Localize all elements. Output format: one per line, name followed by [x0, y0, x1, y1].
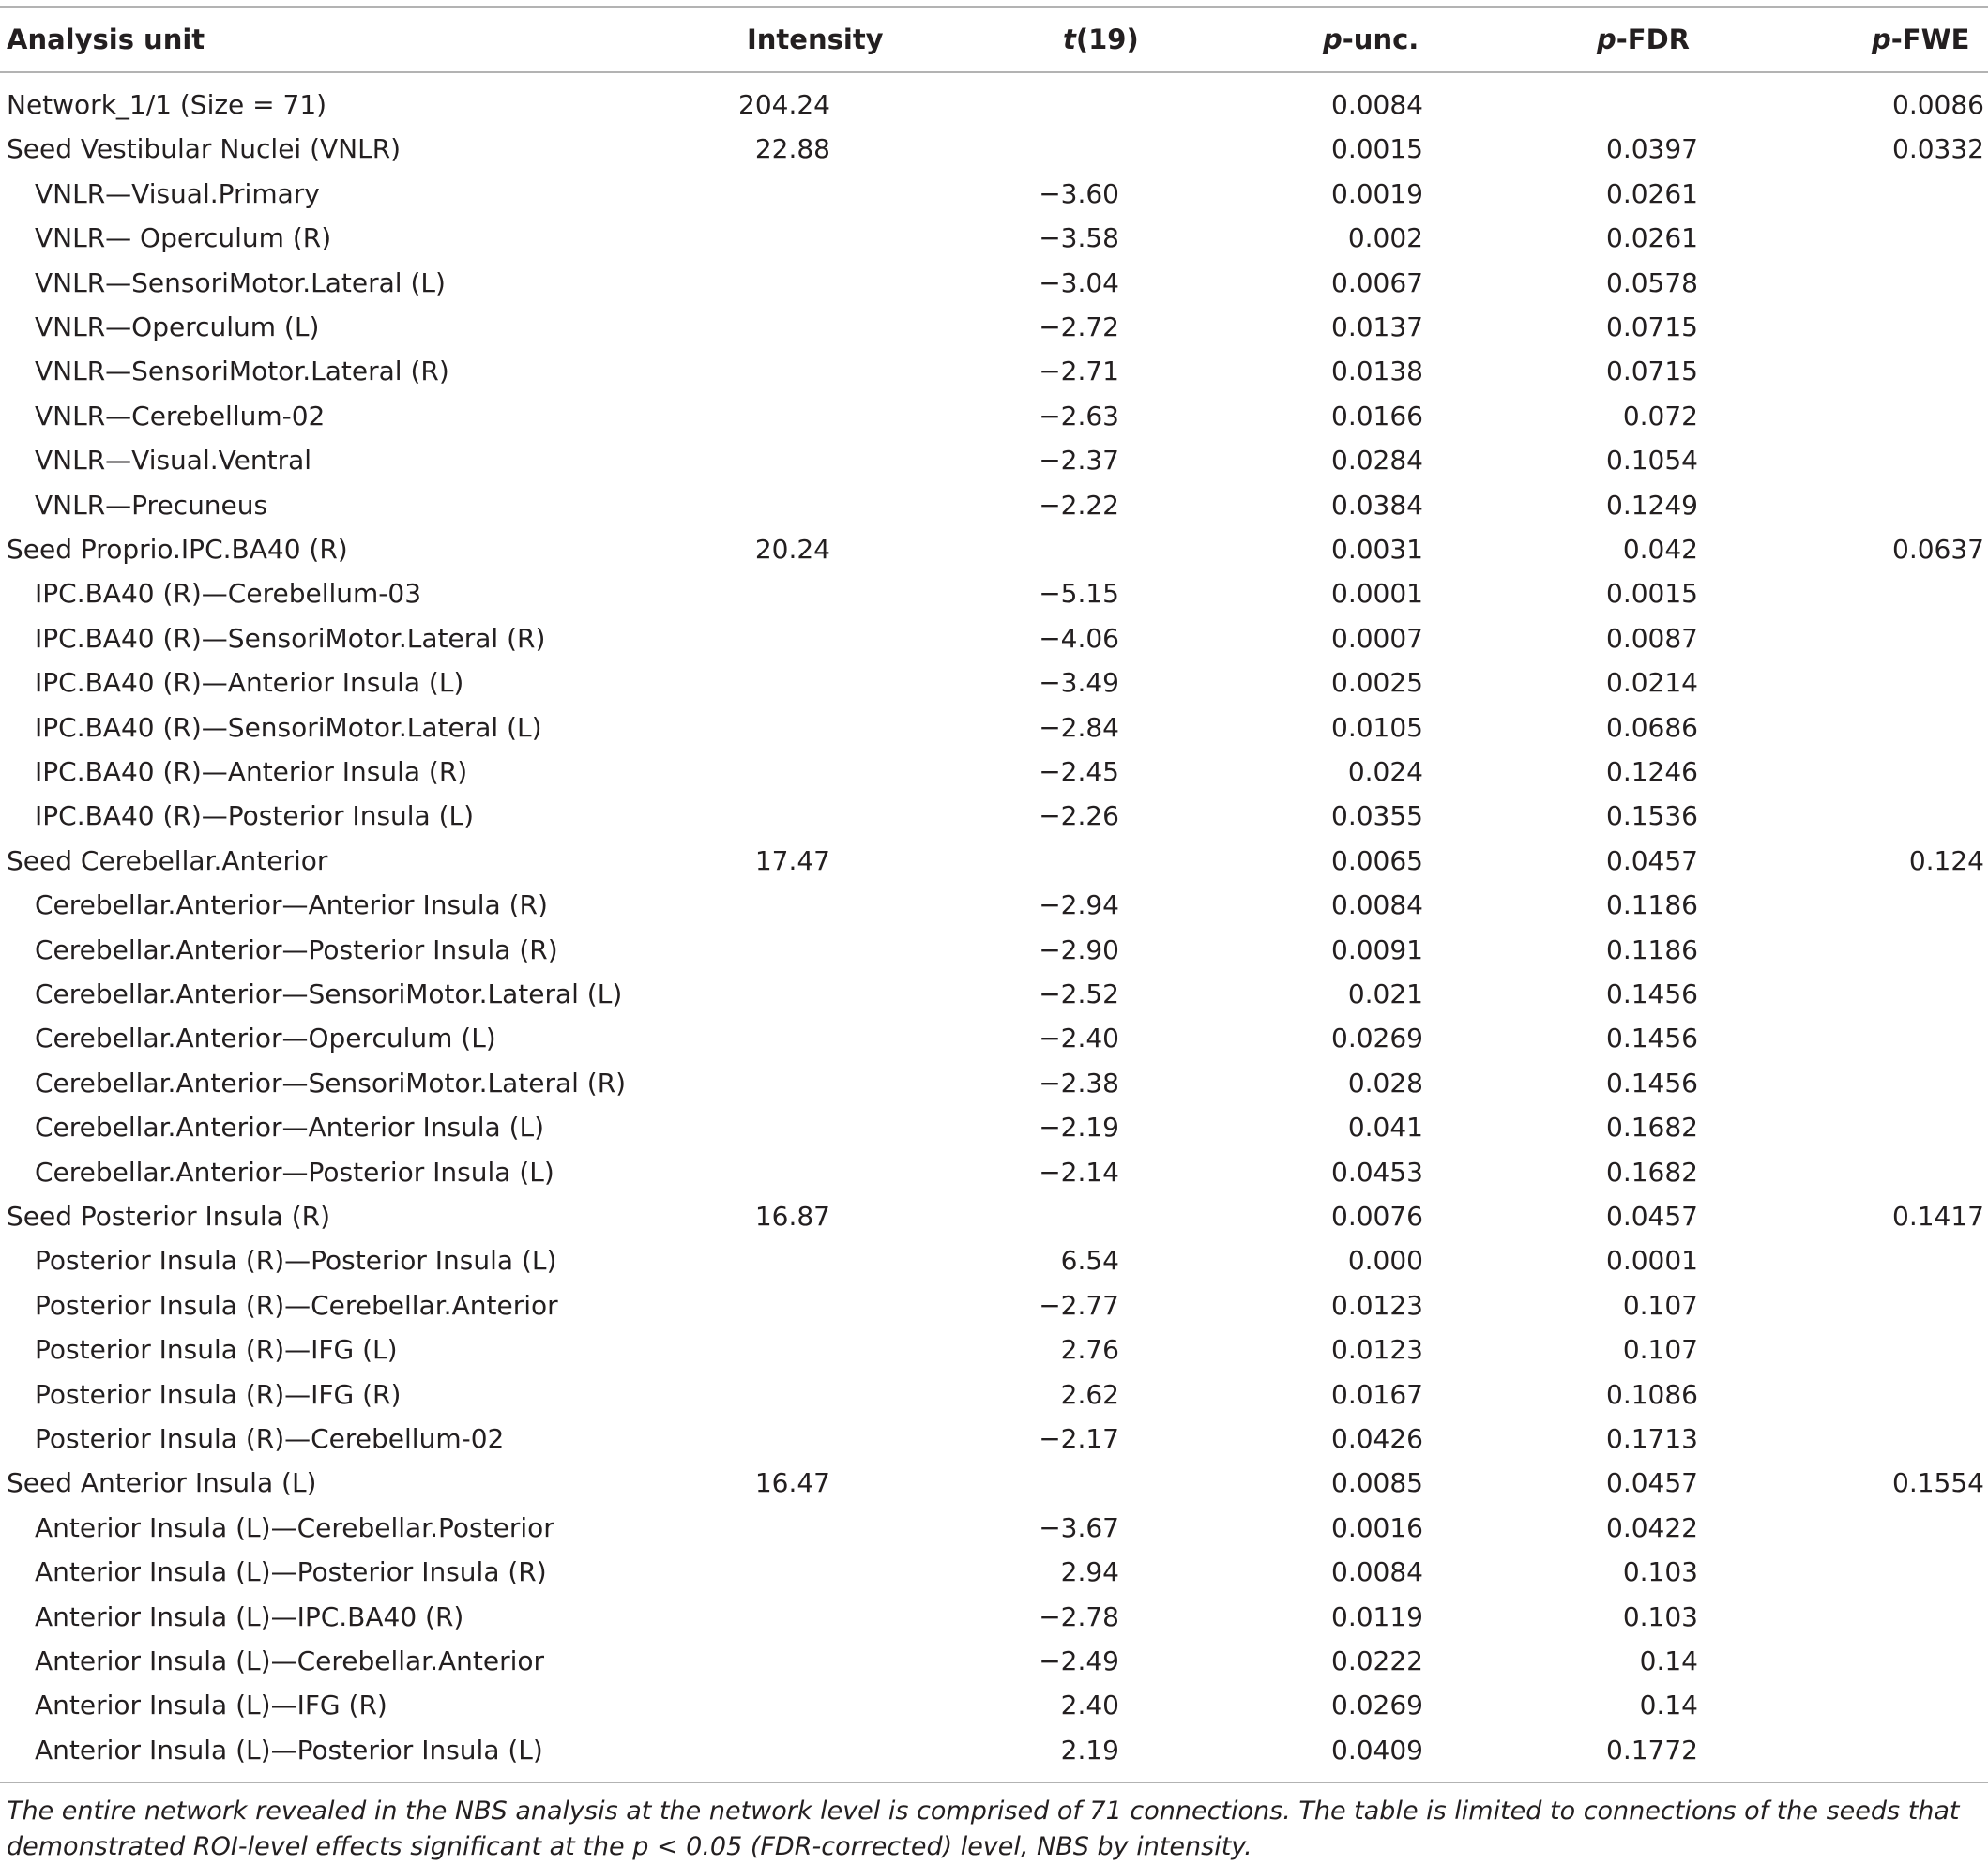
- t-value-cell: −3.04: [1039, 266, 1119, 298]
- intensity-cell: 16.47: [754, 1467, 830, 1499]
- p-fdr-cell: 0.1456: [1606, 1067, 1698, 1099]
- table-row: [0, 483, 1988, 527]
- p-fdr-cell: 0.107: [1622, 1289, 1698, 1321]
- header-analysis-unit: Analysis unit: [7, 23, 205, 55]
- analysis-unit-cell: IPC.BA40 (R)—Anterior Insula (R): [35, 756, 468, 787]
- p-fdr-cell: 0.1682: [1606, 1112, 1698, 1144]
- analysis-unit-cell: Anterior Insula (L)—Posterior Insula (L): [35, 1734, 543, 1766]
- analysis-unit-cell: VNLR—SensoriMotor.Lateral (L): [35, 266, 446, 298]
- p-fdr-cell: 0.1772: [1606, 1734, 1698, 1766]
- p-fwe-cell: 0.0637: [1892, 534, 1984, 565]
- p-fdr-cell: 0.14: [1639, 1690, 1698, 1721]
- analysis-unit-cell: Cerebellar.Anterior—SensoriMotor.Lateral (L): [35, 978, 623, 1009]
- table-row: [0, 616, 1988, 660]
- p-unc-cell: 0.0031: [1331, 534, 1423, 565]
- table-row: [0, 571, 1988, 615]
- analysis-unit-cell: VNLR—SensoriMotor.Lateral (R): [35, 356, 449, 387]
- t-value-cell: −4.06: [1039, 622, 1119, 654]
- table-row: [0, 349, 1988, 393]
- table-row: [0, 1683, 1988, 1727]
- t-value-cell: 2.94: [1060, 1556, 1119, 1588]
- header-p-unc: p-unc.: [1323, 23, 1419, 55]
- t-value-cell: −2.22: [1039, 489, 1119, 521]
- analysis-unit-cell: VNLR—Visual.Primary: [35, 177, 320, 209]
- table-bottom-rule: [0, 1782, 1988, 1783]
- table-row: [0, 705, 1988, 750]
- header-bottom-rule: [0, 71, 1988, 73]
- t-value-cell: −2.14: [1039, 1156, 1119, 1188]
- t-value-cell: −2.45: [1039, 756, 1119, 787]
- p-unc-cell: 0.0284: [1331, 445, 1423, 477]
- analysis-unit-cell: Anterior Insula (L)—Cerebellar.Anterior: [35, 1645, 545, 1676]
- table-row: [0, 1238, 1988, 1282]
- p-fdr-cell: 0.1246: [1606, 756, 1698, 787]
- p-unc-cell: 0.0222: [1331, 1645, 1423, 1676]
- p-fdr-cell: 0.0397: [1606, 133, 1698, 165]
- analysis-unit-cell: Cerebellar.Anterior—Anterior Insula (L): [35, 1112, 545, 1144]
- intensity-cell: 17.47: [754, 844, 830, 876]
- table-row: [0, 83, 1988, 127]
- p-unc-cell: 0.0084: [1331, 889, 1423, 921]
- analysis-unit-cell: IPC.BA40 (R)—Cerebellum-03: [35, 578, 422, 610]
- analysis-unit-cell: Posterior Insula (R)—Cerebellar.Anterior: [35, 1289, 558, 1321]
- table-row: [0, 883, 1988, 927]
- t-value-cell: −2.71: [1039, 356, 1119, 387]
- table-row: [0, 172, 1988, 216]
- p-fdr-cell: 0.0261: [1606, 177, 1698, 209]
- p-unc-cell: 0.0355: [1331, 800, 1423, 832]
- table-top-rule: [0, 6, 1988, 8]
- t-value-cell: −2.94: [1039, 889, 1119, 921]
- t-value-cell: 2.76: [1060, 1334, 1119, 1366]
- p-fdr-cell: 0.1456: [1606, 1023, 1698, 1054]
- p-fwe-cell: 0.1554: [1892, 1467, 1984, 1499]
- p-fdr-cell: 0.0686: [1606, 711, 1698, 743]
- table-row: [0, 1105, 1988, 1149]
- p-fdr-cell: 0.0261: [1606, 222, 1698, 254]
- p-unc-cell: 0.002: [1347, 222, 1423, 254]
- t-value-cell: −2.90: [1039, 933, 1119, 965]
- p-fdr-cell: 0.0087: [1606, 622, 1698, 654]
- intensity-cell: 204.24: [738, 89, 830, 120]
- t-value-cell: −2.19: [1039, 1112, 1119, 1144]
- header-t19: t(19): [1063, 23, 1139, 55]
- p-fdr-cell: 0.0015: [1606, 578, 1698, 610]
- table-row: [0, 1461, 1988, 1505]
- header-p-fdr: p-FDR: [1597, 23, 1691, 55]
- p-unc-cell: 0.0105: [1331, 711, 1423, 743]
- p-fdr-cell: 0.14: [1639, 1645, 1698, 1676]
- p-unc-cell: 0.0001: [1331, 578, 1423, 610]
- analysis-unit-cell: VNLR—Precuneus: [35, 489, 268, 521]
- analysis-unit-cell: Cerebellar.Anterior—Posterior Insula (L): [35, 1156, 554, 1188]
- p-fdr-cell: 0.1186: [1606, 933, 1698, 965]
- table-row: [0, 394, 1988, 438]
- t-value-cell: −2.63: [1039, 400, 1119, 432]
- header-intensity: Intensity: [747, 23, 884, 55]
- analysis-unit-cell: Seed Cerebellar.Anterior: [7, 844, 328, 876]
- analysis-unit-cell: IPC.BA40 (R)—SensoriMotor.Lateral (L): [35, 711, 542, 743]
- table-row: [0, 305, 1988, 349]
- t-value-cell: −2.78: [1039, 1600, 1119, 1632]
- analysis-unit-cell: Cerebellar.Anterior—Operculum (L): [35, 1023, 496, 1054]
- p-fdr-cell: 0.1713: [1606, 1423, 1698, 1454]
- table-row: [0, 928, 1988, 972]
- table-row: [0, 1283, 1988, 1327]
- p-unc-cell: 0.0166: [1331, 400, 1423, 432]
- analysis-unit-cell: Posterior Insula (R)—IFG (L): [35, 1334, 398, 1366]
- analysis-unit-cell: Cerebellar.Anterior—Anterior Insula (R): [35, 889, 548, 921]
- p-unc-cell: 0.000: [1347, 1245, 1423, 1277]
- p-fdr-cell: 0.0214: [1606, 667, 1698, 699]
- table-row: [0, 1016, 1988, 1060]
- intensity-cell: 22.88: [754, 133, 830, 165]
- table-row: [0, 1595, 1988, 1639]
- table-row: [0, 1550, 1988, 1594]
- table-row: [0, 750, 1988, 794]
- p-fdr-cell: 0.1682: [1606, 1156, 1698, 1188]
- p-unc-cell: 0.0426: [1331, 1423, 1423, 1454]
- table-row: [0, 839, 1988, 883]
- analysis-unit-cell: IPC.BA40 (R)—Posterior Insula (L): [35, 800, 475, 832]
- table-row: [0, 1061, 1988, 1105]
- p-unc-cell: 0.0065: [1331, 844, 1423, 876]
- p-fwe-cell: 0.1417: [1892, 1201, 1984, 1232]
- header-p-fwe: p-FWE: [1872, 23, 1970, 55]
- t-value-cell: −3.58: [1039, 222, 1119, 254]
- t-value-cell: 2.40: [1060, 1690, 1119, 1721]
- t-value-cell: −2.37: [1039, 445, 1119, 477]
- table-row: [0, 216, 1988, 260]
- analysis-unit-cell: Anterior Insula (L)—IPC.BA40 (R): [35, 1600, 464, 1632]
- p-fdr-cell: 0.103: [1622, 1556, 1698, 1588]
- analysis-unit-cell: VNLR—Cerebellum-02: [35, 400, 326, 432]
- p-fdr-cell: 0.0715: [1606, 311, 1698, 342]
- p-fdr-cell: 0.107: [1622, 1334, 1698, 1366]
- analysis-unit-cell: Seed Posterior Insula (R): [7, 1201, 331, 1232]
- analysis-unit-cell: Cerebellar.Anterior—SensoriMotor.Lateral (R): [35, 1067, 627, 1099]
- p-unc-cell: 0.0269: [1331, 1023, 1423, 1054]
- p-unc-cell: 0.0007: [1331, 622, 1423, 654]
- t-value-cell: −2.40: [1039, 1023, 1119, 1054]
- analysis-unit-cell: Posterior Insula (R)—IFG (R): [35, 1378, 402, 1410]
- table-row: [0, 794, 1988, 838]
- p-fdr-cell: 0.1086: [1606, 1378, 1698, 1410]
- p-fdr-cell: 0.103: [1622, 1600, 1698, 1632]
- p-fdr-cell: 0.1456: [1606, 978, 1698, 1009]
- table-row: [0, 261, 1988, 305]
- p-fdr-cell: 0.0715: [1606, 356, 1698, 387]
- t-value-cell: −2.52: [1039, 978, 1119, 1009]
- t-value-cell: −3.49: [1039, 667, 1119, 699]
- t-value-cell: −2.38: [1039, 1067, 1119, 1099]
- p-unc-cell: 0.0269: [1331, 1690, 1423, 1721]
- p-unc-cell: 0.0091: [1331, 933, 1423, 965]
- p-fdr-cell: 0.0001: [1606, 1245, 1698, 1277]
- t-value-cell: −2.26: [1039, 800, 1119, 832]
- analysis-unit-cell: Cerebellar.Anterior—Posterior Insula (R): [35, 933, 558, 965]
- p-fdr-cell: 0.0578: [1606, 266, 1698, 298]
- analysis-unit-cell: IPC.BA40 (R)—Anterior Insula (L): [35, 667, 464, 699]
- p-fwe-cell: 0.0086: [1892, 89, 1984, 120]
- p-unc-cell: 0.041: [1347, 1112, 1423, 1144]
- p-fdr-cell: 0.0457: [1606, 844, 1698, 876]
- p-unc-cell: 0.0076: [1331, 1201, 1423, 1232]
- table-row: [0, 1639, 1988, 1683]
- analysis-unit-cell: Seed Proprio.IPC.BA40 (R): [7, 534, 348, 565]
- t-value-cell: 2.19: [1060, 1734, 1119, 1766]
- table-row: [0, 1372, 1988, 1417]
- table-row: [0, 1194, 1988, 1238]
- analysis-unit-cell: Network_1/1 (Size = 71): [7, 89, 327, 120]
- table-row: [0, 1728, 1988, 1772]
- t-value-cell: −3.67: [1039, 1511, 1119, 1543]
- t-value-cell: −3.60: [1039, 177, 1119, 209]
- table-row: [0, 660, 1988, 705]
- t-value-cell: 6.54: [1060, 1245, 1119, 1277]
- p-unc-cell: 0.0384: [1331, 489, 1423, 521]
- intensity-cell: 20.24: [754, 534, 830, 565]
- p-unc-cell: 0.0453: [1331, 1156, 1423, 1188]
- p-fdr-cell: 0.0457: [1606, 1467, 1698, 1499]
- analysis-unit-cell: IPC.BA40 (R)—SensoriMotor.Lateral (R): [35, 622, 546, 654]
- analysis-unit-cell: Posterior Insula (R)—Cerebellum-02: [35, 1423, 505, 1454]
- analysis-unit-cell: Seed Anterior Insula (L): [7, 1467, 317, 1499]
- p-fdr-cell: 0.1054: [1606, 445, 1698, 477]
- t-value-cell: −2.49: [1039, 1645, 1119, 1676]
- table-row: [0, 1417, 1988, 1461]
- t-value-cell: −2.77: [1039, 1289, 1119, 1321]
- p-unc-cell: 0.024: [1347, 756, 1423, 787]
- table-row: [0, 1150, 1988, 1194]
- p-unc-cell: 0.0119: [1331, 1600, 1423, 1632]
- analysis-unit-cell: Anterior Insula (L)—Posterior Insula (R): [35, 1556, 547, 1588]
- analysis-unit-cell: Anterior Insula (L)—IFG (R): [35, 1690, 387, 1721]
- t-value-cell: −2.72: [1039, 311, 1119, 342]
- table-row: [0, 127, 1988, 171]
- table-row: [0, 972, 1988, 1016]
- p-unc-cell: 0.0409: [1331, 1734, 1423, 1766]
- analysis-unit-cell: Posterior Insula (R)—Posterior Insula (L): [35, 1245, 557, 1277]
- table-footnote: The entire network revealed in the NBS analysis at the network level is comprised of 71 connections. The table is limited to connections of the seeds that demonstrated ROI-level effects significant at the p < 0.05 (FDR-corrected) level, NBS by intensity.: [7, 1797, 1960, 1861]
- t-value-cell: −5.15: [1039, 578, 1119, 610]
- p-fwe-cell: 0.0332: [1892, 133, 1984, 165]
- p-fwe-cell: 0.124: [1908, 844, 1984, 876]
- intensity-cell: 16.87: [754, 1201, 830, 1232]
- p-fdr-cell: 0.0457: [1606, 1201, 1698, 1232]
- p-unc-cell: 0.0123: [1331, 1289, 1423, 1321]
- p-fdr-cell: 0.0422: [1606, 1511, 1698, 1543]
- t-value-cell: −2.17: [1039, 1423, 1119, 1454]
- p-unc-cell: 0.0138: [1331, 356, 1423, 387]
- table-row: [0, 1327, 1988, 1372]
- p-unc-cell: 0.0137: [1331, 311, 1423, 342]
- p-unc-cell: 0.0167: [1331, 1378, 1423, 1410]
- t-value-cell: 2.62: [1060, 1378, 1119, 1410]
- table-row: [0, 1506, 1988, 1550]
- p-unc-cell: 0.0084: [1331, 1556, 1423, 1588]
- analysis-unit-cell: VNLR—Visual.Ventral: [35, 445, 312, 477]
- table-row: [0, 438, 1988, 482]
- p-unc-cell: 0.0084: [1331, 89, 1423, 120]
- p-unc-cell: 0.0015: [1331, 133, 1423, 165]
- t-value-cell: −2.84: [1039, 711, 1119, 743]
- table-row: [0, 527, 1988, 571]
- p-fdr-cell: 0.1536: [1606, 800, 1698, 832]
- p-unc-cell: 0.0123: [1331, 1334, 1423, 1366]
- p-unc-cell: 0.0085: [1331, 1467, 1423, 1499]
- p-unc-cell: 0.028: [1347, 1067, 1423, 1099]
- analysis-unit-cell: Anterior Insula (L)—Cerebellar.Posterior: [35, 1511, 554, 1543]
- p-unc-cell: 0.021: [1347, 978, 1423, 1009]
- p-unc-cell: 0.0019: [1331, 177, 1423, 209]
- p-unc-cell: 0.0067: [1331, 266, 1423, 298]
- p-fdr-cell: 0.1186: [1606, 889, 1698, 921]
- p-fdr-cell: 0.042: [1622, 534, 1698, 565]
- analysis-unit-cell: Seed Vestibular Nuclei (VNLR): [7, 133, 402, 165]
- p-unc-cell: 0.0025: [1331, 667, 1423, 699]
- p-unc-cell: 0.0016: [1331, 1511, 1423, 1543]
- analysis-unit-cell: VNLR— Operculum (R): [35, 222, 332, 254]
- analysis-unit-cell: VNLR—Operculum (L): [35, 311, 320, 342]
- p-fdr-cell: 0.072: [1622, 400, 1698, 432]
- p-fdr-cell: 0.1249: [1606, 489, 1698, 521]
